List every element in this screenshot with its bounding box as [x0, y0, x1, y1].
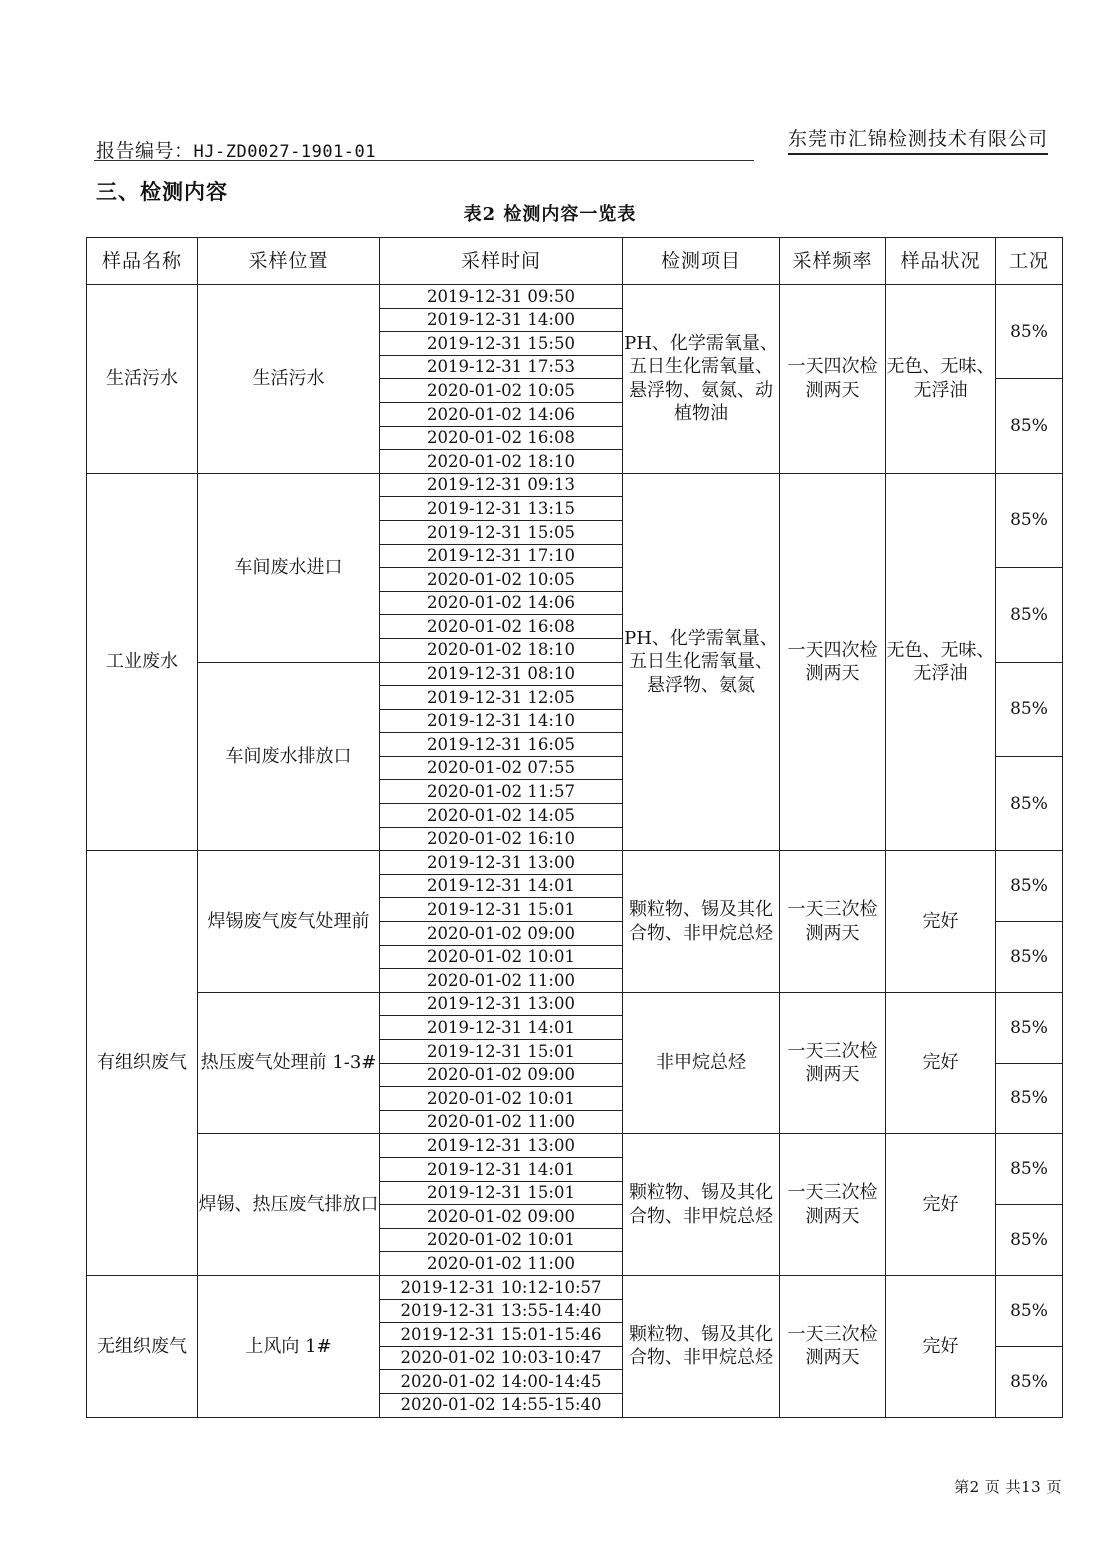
sampling-time: 2019-12-31 13:55-14:40 [380, 1299, 623, 1323]
table-row [87, 285, 1063, 309]
working-condition: 85% [996, 662, 1063, 756]
sampling-time: 2019-12-31 15:01-15:46 [380, 1323, 623, 1347]
sampling-time: 2019-12-31 15:01 [380, 1181, 623, 1205]
sampling-frequency: 一天四次检测两天 [780, 473, 886, 851]
sampling-time: 2019-12-31 16:05 [380, 733, 623, 757]
sampling-location: 热压废气处理前 1-3# [198, 992, 380, 1134]
sample-status: 完好 [886, 1134, 996, 1276]
sampling-time: 2020-01-02 10:01 [380, 1228, 623, 1252]
sampling-time: 2019-12-31 17:10 [380, 544, 623, 568]
sampling-time: 2020-01-02 14:05 [380, 804, 623, 828]
sampling-time: 2019-12-31 12:05 [380, 686, 623, 710]
table-row [87, 1275, 1063, 1299]
sampling-time: 2020-01-02 07:55 [380, 756, 623, 780]
sampling-time: 2020-01-02 14:06 [380, 591, 623, 615]
sampling-time: 2020-01-02 16:08 [380, 615, 623, 639]
working-condition: 85% [996, 1134, 1063, 1205]
sampling-time: 2019-12-31 17:53 [380, 355, 623, 379]
column-header: 采样频率 [780, 238, 886, 285]
column-header: 检测项目 [623, 238, 780, 285]
section-title: 三、检测内容 [96, 179, 228, 204]
sampling-time: 2020-01-02 10:01 [380, 945, 623, 969]
sampling-time: 2020-01-02 09:00 [380, 1063, 623, 1087]
sampling-time: 2020-01-02 10:05 [380, 568, 623, 592]
sampling-location: 车间废水排放口 [198, 662, 380, 851]
sampling-time: 2019-12-31 15:01 [380, 1040, 623, 1064]
sampling-time: 2019-12-31 13:15 [380, 497, 623, 521]
sampling-frequency: 一天四次检测两天 [780, 285, 886, 474]
sampling-time: 2020-01-02 14:06 [380, 402, 623, 426]
sample-name: 工业废水 [87, 473, 198, 851]
inspection-content-table [86, 237, 1063, 1418]
table-row [87, 851, 1063, 875]
sampling-frequency: 一天三次检测两天 [780, 992, 886, 1134]
working-condition: 85% [996, 922, 1063, 993]
sampling-time: 2019-12-31 15:50 [380, 332, 623, 356]
sampling-time: 2019-12-31 14:10 [380, 709, 623, 733]
sampling-time: 2020-01-02 18:10 [380, 638, 623, 662]
test-items: 颗粒物、锡及其化合物、非甲烷总烃 [623, 851, 780, 993]
working-condition: 85% [996, 473, 1063, 567]
sampling-time: 2019-12-31 10:12-10:57 [380, 1275, 623, 1299]
sampling-time: 2019-12-31 13:00 [380, 992, 623, 1016]
report-number [96, 136, 376, 163]
working-condition: 85% [996, 568, 1063, 662]
sampling-time: 2019-12-31 14:01 [380, 1016, 623, 1040]
sampling-time: 2019-12-31 15:01 [380, 898, 623, 922]
table-body [87, 285, 1063, 1418]
sampling-time: 2019-12-31 08:10 [380, 662, 623, 686]
sampling-time: 2020-01-02 14:55-15:40 [380, 1393, 623, 1417]
sampling-frequency: 一天三次检测两天 [780, 1134, 886, 1276]
working-condition: 85% [996, 851, 1063, 922]
column-header: 工况 [996, 238, 1063, 285]
sampling-time: 2019-12-31 15:05 [380, 520, 623, 544]
sampling-time: 2020-01-02 11:00 [380, 1252, 623, 1276]
report-number-label: 报告编号： [96, 140, 194, 162]
sampling-time: 2020-01-02 11:00 [380, 969, 623, 993]
sampling-location: 车间废水进口 [198, 473, 380, 662]
sampling-location: 焊锡废气废气处理前 [198, 851, 380, 993]
sampling-time: 2020-01-02 10:05 [380, 379, 623, 403]
sampling-location: 生活污水 [198, 285, 380, 474]
working-condition: 85% [996, 1063, 1063, 1134]
sampling-time: 2019-12-31 14:01 [380, 1157, 623, 1181]
sampling-location: 上风向 1# [198, 1275, 380, 1417]
test-items: 颗粒物、锡及其化合物、非甲烷总烃 [623, 1134, 780, 1276]
column-header: 样品状况 [886, 238, 996, 285]
header-divider [94, 160, 754, 161]
column-header: 样品名称 [87, 238, 198, 285]
table-row [87, 473, 1063, 497]
working-condition: 85% [996, 1205, 1063, 1276]
sampling-time: 2019-12-31 13:00 [380, 851, 623, 875]
sampling-time: 2019-12-31 14:01 [380, 874, 623, 898]
sampling-frequency: 一天三次检测两天 [780, 1275, 886, 1417]
column-header: 采样位置 [198, 238, 380, 285]
report-number-value: HJ-ZD0027-1901-01 [193, 142, 377, 162]
sampling-time: 2020-01-02 09:00 [380, 1205, 623, 1229]
table-caption: 表2 检测内容一览表 [463, 204, 637, 225]
sampling-location: 焊锡、热压废气排放口 [198, 1134, 380, 1276]
sample-status: 完好 [886, 851, 996, 993]
table-row [87, 992, 1063, 1016]
sampling-time: 2019-12-31 09:13 [380, 473, 623, 497]
working-condition: 85% [996, 285, 1063, 379]
sampling-time: 2020-01-02 10:03-10:47 [380, 1346, 623, 1370]
test-items: 非甲烷总烃 [623, 992, 780, 1134]
page-footer: 第2 页 共13 页 [954, 1478, 1062, 1496]
working-condition: 85% [996, 992, 1063, 1063]
table-row [87, 1134, 1063, 1158]
company-name: 东莞市汇锦检测技术有限公司 [788, 124, 1048, 155]
sample-name: 有组织废气 [87, 851, 198, 1276]
sample-name: 生活污水 [87, 285, 198, 474]
sampling-time: 2019-12-31 13:00 [380, 1134, 623, 1158]
sample-status: 无色、无味、无浮油 [886, 473, 996, 851]
sampling-time: 2019-12-31 09:50 [380, 285, 623, 309]
sample-status: 无色、无味、无浮油 [886, 285, 996, 474]
column-header: 采样时间 [380, 238, 623, 285]
test-items: PH、化学需氧量、五日生化需氧量、悬浮物、氨氮、动植物油 [623, 285, 780, 474]
working-condition: 85% [996, 756, 1063, 850]
sampling-time: 2020-01-02 14:00-14:45 [380, 1370, 623, 1394]
working-condition: 85% [996, 1275, 1063, 1346]
sample-name: 无组织废气 [87, 1275, 198, 1417]
sample-status: 完好 [886, 992, 996, 1134]
test-items: 颗粒物、锡及其化合物、非甲烷总烃 [623, 1275, 780, 1417]
table-header-row [87, 238, 1063, 285]
sampling-time: 2020-01-02 16:10 [380, 827, 623, 851]
working-condition: 85% [996, 1346, 1063, 1417]
sampling-time: 2019-12-31 14:00 [380, 308, 623, 332]
sampling-time: 2020-01-02 16:08 [380, 426, 623, 450]
sample-status: 完好 [886, 1275, 996, 1417]
test-items: PH、化学需氧量、五日生化需氧量、悬浮物、氨氮 [623, 473, 780, 851]
sampling-time: 2020-01-02 18:10 [380, 450, 623, 474]
sampling-frequency: 一天三次检测两天 [780, 851, 886, 993]
sampling-time: 2020-01-02 10:01 [380, 1087, 623, 1111]
working-condition: 85% [996, 379, 1063, 473]
sampling-time: 2020-01-02 09:00 [380, 922, 623, 946]
sampling-time: 2020-01-02 11:00 [380, 1110, 623, 1134]
sampling-time: 2020-01-02 11:57 [380, 780, 623, 804]
